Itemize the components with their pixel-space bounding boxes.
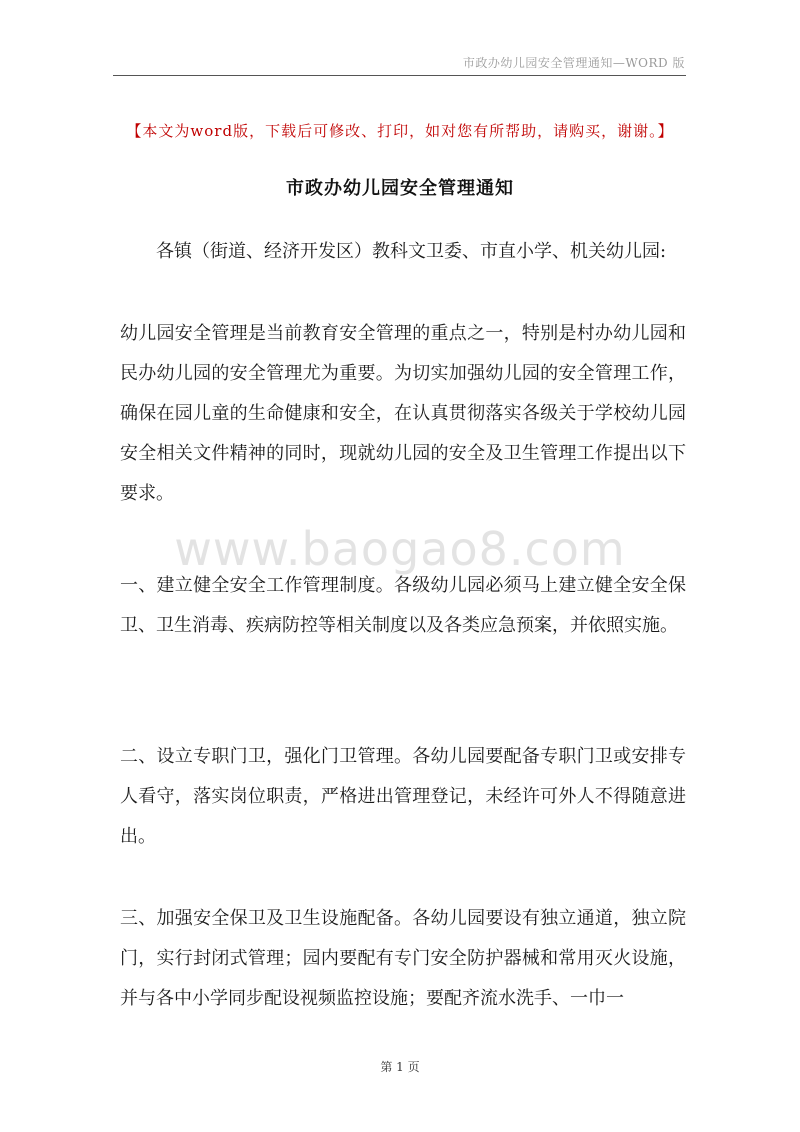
paragraph-item-1: 一、建立健全安全工作管理制度。各级幼儿园必须马上建立健全安全保卫、卫生消毒、疾病防控等相关制度以及各类应急预案，并依照实施。 — [120, 575, 686, 636]
paragraph-item-3: 三、加强安全保卫及卫生设施配备。各幼儿园要设有独立通道，独立院门，实行封闭式管理；园内要配有专门安全防护器械和常用灭火设施，并与各中小学同步配设视频监控设施；要配齐流水洗手、一巾一 — [120, 908, 686, 1009]
paragraph-intro: 幼儿园安全管理是当前教育安全管理的重点之一，特别是村办幼儿园和民办幼儿园的安全管理尤为重要。为切实加强幼儿园的安全管理工作，确保在园儿童的生命健康和安全，在认真贯彻落实各级关于学校幼儿园安全相关文件精神的同时，现就幼儿园的安全及卫生管理工作提出以下要求。 — [120, 323, 686, 504]
document-title: 市政办幼儿园安全管理通知 — [286, 178, 514, 199]
download-notice: 【本文为word版，下载后可修改、打印，如对您有所帮助，请购买，谢谢。】 — [126, 122, 674, 140]
page-number: 第 1 页 — [380, 1060, 420, 1074]
header-rule — [113, 75, 686, 76]
salutation: 各镇（街道、经济开发区）教科文卫委、市直小学、机关幼儿园: — [156, 241, 667, 262]
paragraph-item-2: 二、设立专职门卫，强化门卫管理。各幼儿园要配备专职门卫或安排专人看守，落实岗位职责，严格进出管理登记，未经许可外人不得随意进出。 — [120, 746, 686, 847]
watermark: www.baogao8.com — [174, 522, 626, 576]
running-header: 市政办幼儿园安全管理通知—WORD 版 — [462, 56, 685, 70]
